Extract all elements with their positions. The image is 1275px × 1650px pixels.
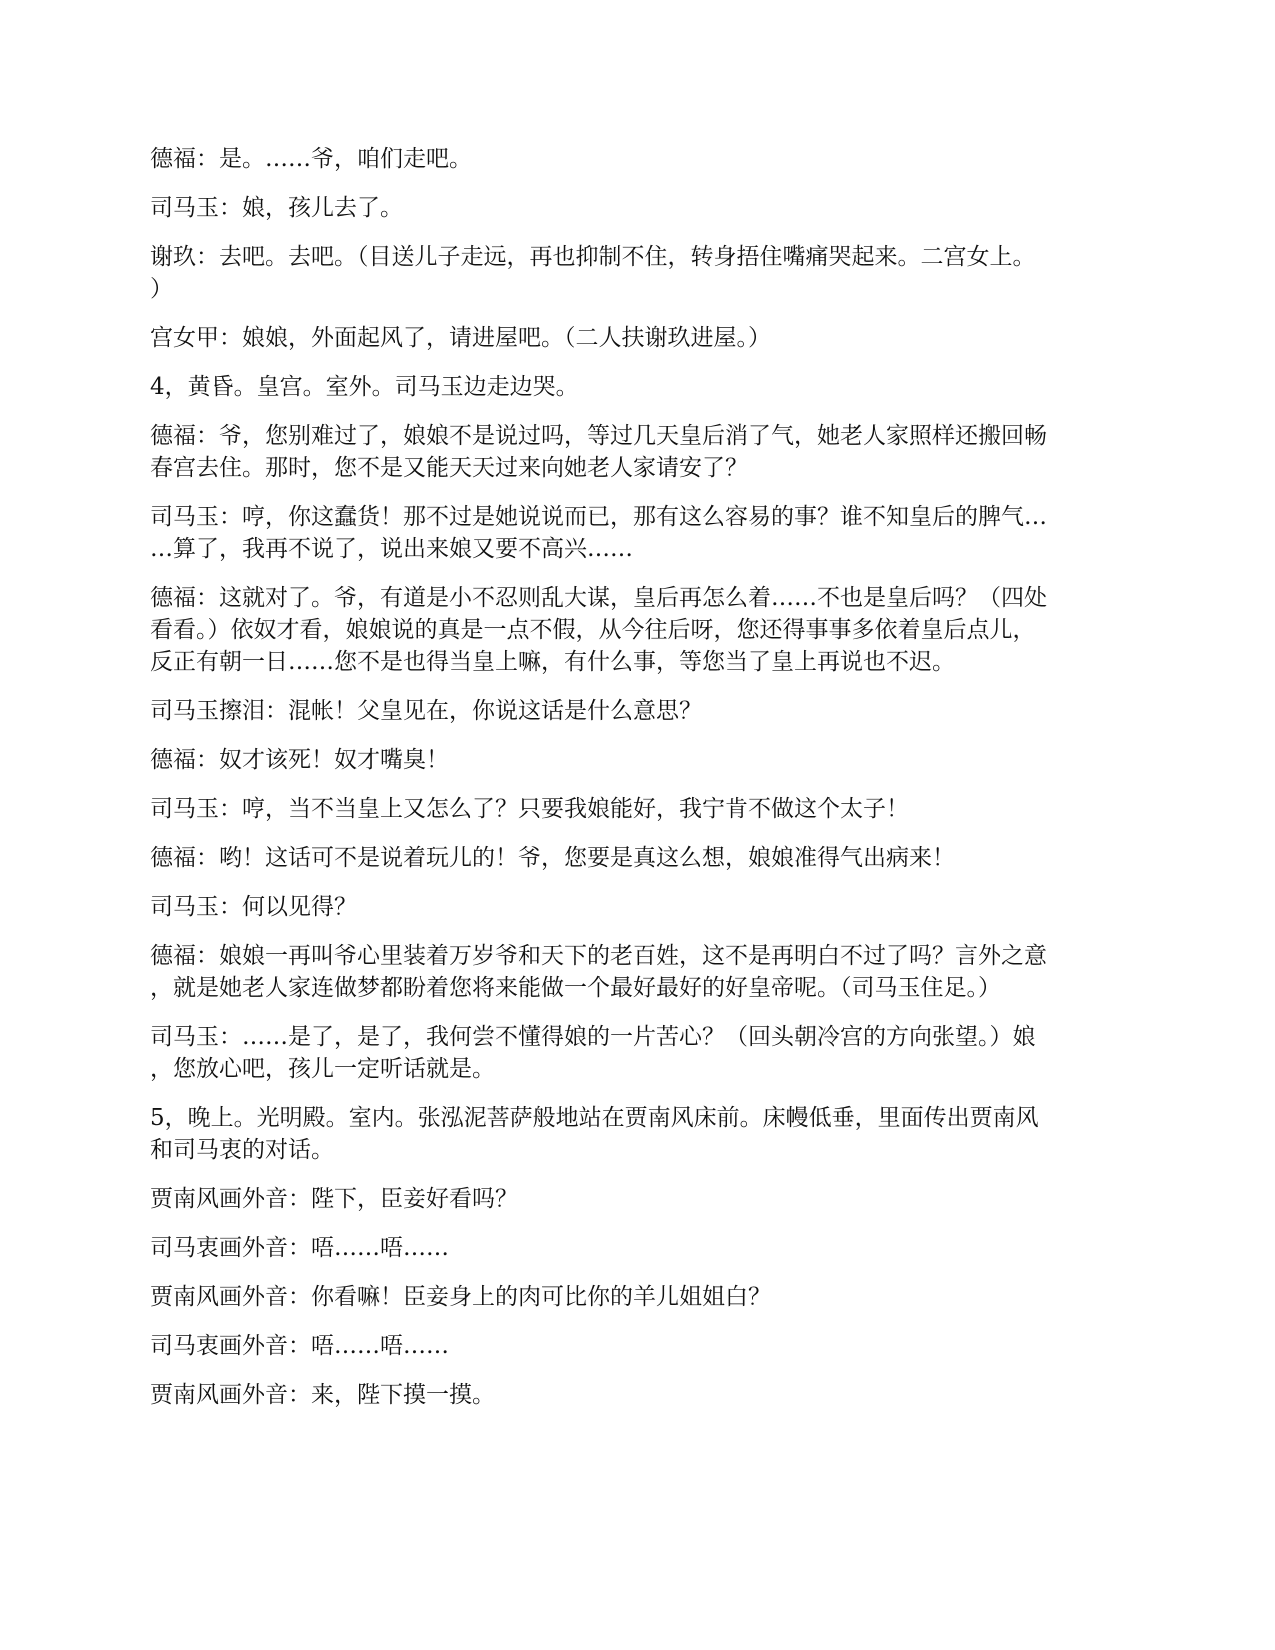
paragraph-15: 司马玉：……是了，是了，我何尝不懂得娘的一片苦心？（回头朝冷宫的方向张望。）娘 ，您放心吧，孩儿一定听话就是。 [150, 1024, 1036, 1082]
paragraph-14: 德福：娘娘一再叫爷心里装着万岁爷和天下的老百姓，这不是再明白不过了吗？言外之意 ，就是她老人家连做梦都盼着您将来能做一个最好最好的好皇帝呢。（司马玉住足。） [150, 943, 1047, 1001]
paragraph-19: 贾南风画外音：你看嘛！臣妾身上的肉可比你的羊儿姐姐白？ [150, 1284, 771, 1310]
paragraph-13: 司马玉：何以见得？ [150, 894, 357, 920]
paragraph-4: 宫女甲：娘娘，外面起风了，请进屋吧。（二人扶谢玖进屋。） [150, 325, 771, 351]
paragraph-21: 贾南风画外音：来，陛下摸一摸。 [150, 1382, 495, 1408]
scene-heading-5: 5，晚上。光明殿。室内。张泓泥菩萨般地站在贾南风床前。床幔低垂，里面传出贾南风 和司马衷的对话。 [150, 1105, 1039, 1163]
paragraph-1: 德福：是。……爷，咱们走吧。 [150, 146, 472, 172]
paragraph-2: 司马玉：娘，孩儿去了。 [150, 195, 403, 221]
paragraph-11: 司马玉：哼，当不当皇上又怎么了？只要我娘能好，我宁肯不做这个太子！ [150, 796, 909, 822]
paragraph-9: 司马玉擦泪：混帐！父皇见在，你说这话是什么意思？ [150, 698, 702, 724]
paragraph-7: 司马玉：哼，你这蠢货！那不过是她说说而已，那有这么容易的事？谁不知皇后的脾气… …算了，我再不说了，说出来娘又要不高兴…… [150, 504, 1047, 562]
scene-heading-4: 4，黄昏。皇宫。室外。司马玉边走边哭。 [150, 374, 579, 400]
paragraph-17: 贾南风画外音：陛下，臣妾好看吗？ [150, 1186, 518, 1212]
paragraph-18: 司马衷画外音：唔……唔…… [150, 1235, 449, 1261]
paragraph-8: 德福：这就对了。爷，有道是小不忍则乱大谋，皇后再怎么着……不也是皇后吗？（四处 看看。）依奴才看，娘娘说的真是一点不假，从今往后呀，您还得事事多依着皇后点儿， 反正有朝一日……您不是也得当皇上嘛，有什么事，等您当了皇上再说也不迟。 [150, 585, 1047, 675]
document-body [150, 143, 1125, 1428]
paragraph-3: 谢玖：去吧。去吧。（目送儿子走远，再也抑制不住，转身捂住嘴痛哭起来。二宫女上。 ） [150, 244, 1036, 302]
paragraph-12: 德福：哟！这话可不是说着玩儿的！爷，您要是真这么想，娘娘准得气出病来！ [150, 845, 955, 871]
paragraph-10: 德福：奴才该死！奴才嘴臭！ [150, 747, 449, 773]
paragraph-6: 德福：爷，您别难过了，娘娘不是说过吗，等过几天皇后消了气，她老人家照样还搬回畅 春宫去住。那时，您不是又能天天过来向她老人家请安了？ [150, 423, 1047, 481]
paragraph-20: 司马衷画外音：唔……唔…… [150, 1333, 449, 1359]
